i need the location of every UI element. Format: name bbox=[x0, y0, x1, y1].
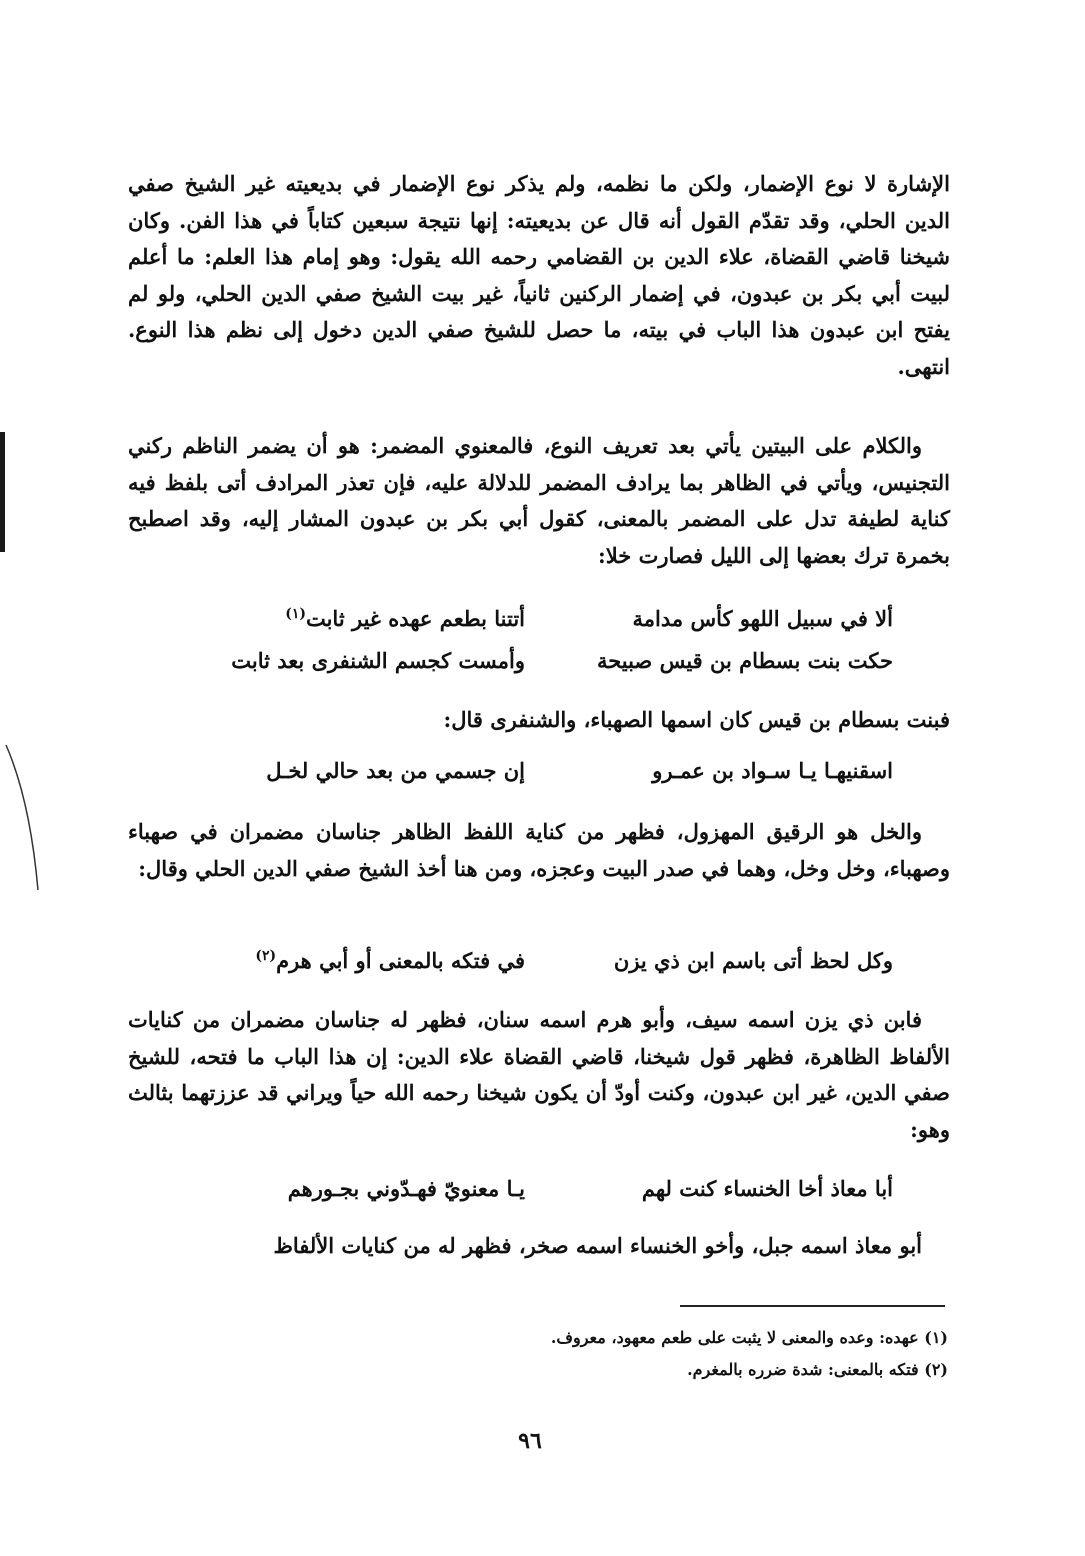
verse-3-second-hemistich: إن جسمي من بعد حالي لخـل bbox=[266, 758, 525, 783]
paragraph-5: فابن ذي يزن اسمه سيف، وأبو هرم اسمه سنان، فظهر له جناسان مضمران من كنايات الألفاظ الظاهرة، فظهر قول شيخنا، قاضي القضاة علاء الدين: إن هذا الباب ما فتحه، للشيخ صفي الدين، غير ابن عبدون، وكنت أودّ أن يكون شيخنا رحمه الله حياً ويراني قد عززتهما بثالث وهو: bbox=[128, 1007, 950, 1142]
verse-5-first-hemistich: أبا معاذ أخا الخنساء كنت لهم bbox=[641, 1176, 893, 1201]
paragraph-block-2 bbox=[128, 428, 950, 574]
paragraph-3: فبنت بسطام بن قيس كان اسمها الصهباء، والشنفرى قال: bbox=[443, 707, 950, 732]
footnote-2: (٢) فتكه بالمعنى: شدة ضرره بالمغرم. bbox=[687, 1360, 948, 1379]
verse-1-second-text: أتتنا بطعم عهده غير ثابت bbox=[305, 606, 525, 631]
footnote-1: (١) عهده: وعده والمعنى لا يثبت على طعم معهود، معروف. bbox=[550, 1328, 948, 1347]
verse-4-first-hemistich: وكل لحظ أتى باسم ابن ذي يزن bbox=[613, 948, 893, 973]
verse-2-second-hemistich: وأمست كجسم الشنفرى بعد ثابت bbox=[231, 648, 525, 673]
verse-2-first-hemistich: حكت بنت بسطام بن قيس صبيحة bbox=[596, 648, 893, 673]
paragraph-block-4 bbox=[128, 814, 950, 887]
page-number: ٩٦ bbox=[518, 1428, 542, 1454]
verse-4-second-hemistich bbox=[180, 948, 525, 973]
verse-5-second-hemistich: يـا معنويّ فهـدّوني بجـورهم bbox=[287, 1176, 525, 1201]
footnotes-block bbox=[300, 1322, 948, 1386]
verse-1-first-hemistich: ألا في سبيل اللهو كأس مدامة bbox=[632, 606, 893, 631]
scan-edge-curve bbox=[0, 740, 50, 900]
verse-4-second-text: في فتكه بالمعنى أو أبي هرم bbox=[276, 948, 525, 973]
paragraph-block-1 bbox=[128, 166, 950, 385]
scan-edge-mark bbox=[0, 432, 5, 552]
paragraph-4: والخل هو الرقيق المهزول، فظهر من كناية اللفظ الظاهر جناسان مضمران في صهباء وصهباء، وخل وخل، وهما في صدر البيت وعجزه، ومن هنا أخذ الشيخ صفي الدين الحلي وقال: bbox=[128, 819, 950, 881]
paragraph-block-6 bbox=[128, 1228, 950, 1265]
paragraph-block-3 bbox=[128, 702, 950, 739]
footnote-ref-2: (٢) bbox=[255, 948, 277, 964]
footnote-ref-1: (١) bbox=[285, 606, 306, 622]
verse-3-first-hemistich: اسقنيهـا يـا سـواد بن عمـرو bbox=[652, 758, 893, 783]
paragraph-1: الإشارة لا نوع الإضمار، ولكن ما نظمه، ولم يذكر نوع الإضمار في بديعيته غير الشيخ صفي الدين الحلي، وقد تقدّم القول أنه قال عن بديعيته: إنها نتيجة سبعين كتاباً في هذا الفن. وكان شيخنا قاضي القضاة، علاء الدين بن القضامي رحمه الله يقول: وهو إمام هذا العلم: ما أعلم لبيت أبي بكر بن عبدون، في إضمار الركنين ثانياً، غير بيت الشيخ صفي الدين الحلي، ولو لم يفتح ابن عبدون هذا الباب في بيته، ما حصل للشيخ صفي الدين دخول إلى نظم هذا النوع. انتهى. bbox=[128, 171, 950, 379]
paragraph-block-5 bbox=[128, 1002, 950, 1148]
paragraph-6: أبو معاذ اسمه جبل، وأخو الخنساء اسمه صخر، فظهر له من كنايات الألفاظ bbox=[273, 1233, 922, 1258]
verse-1-second-hemistich bbox=[180, 606, 525, 631]
footnote-divider bbox=[680, 1305, 945, 1307]
paragraph-2: والكلام على البيتين يأتي بعد تعريف النوع، فالمعنوي المضمر: هو أن يضمر الناظم ركني التجنيس، ويأتي في الظاهر بما يرادف المضمر للدلالة عليه، فإن تعذر المرادف أتى بلفظ فيه كناية لطيفة تدل على المضمر بالمعنى، كقول أبي بكر بن عبدون المشار إليه، وقد اصطبح بخمرة ترك بعضها إلى الليل فصارت خلا: bbox=[128, 433, 950, 568]
